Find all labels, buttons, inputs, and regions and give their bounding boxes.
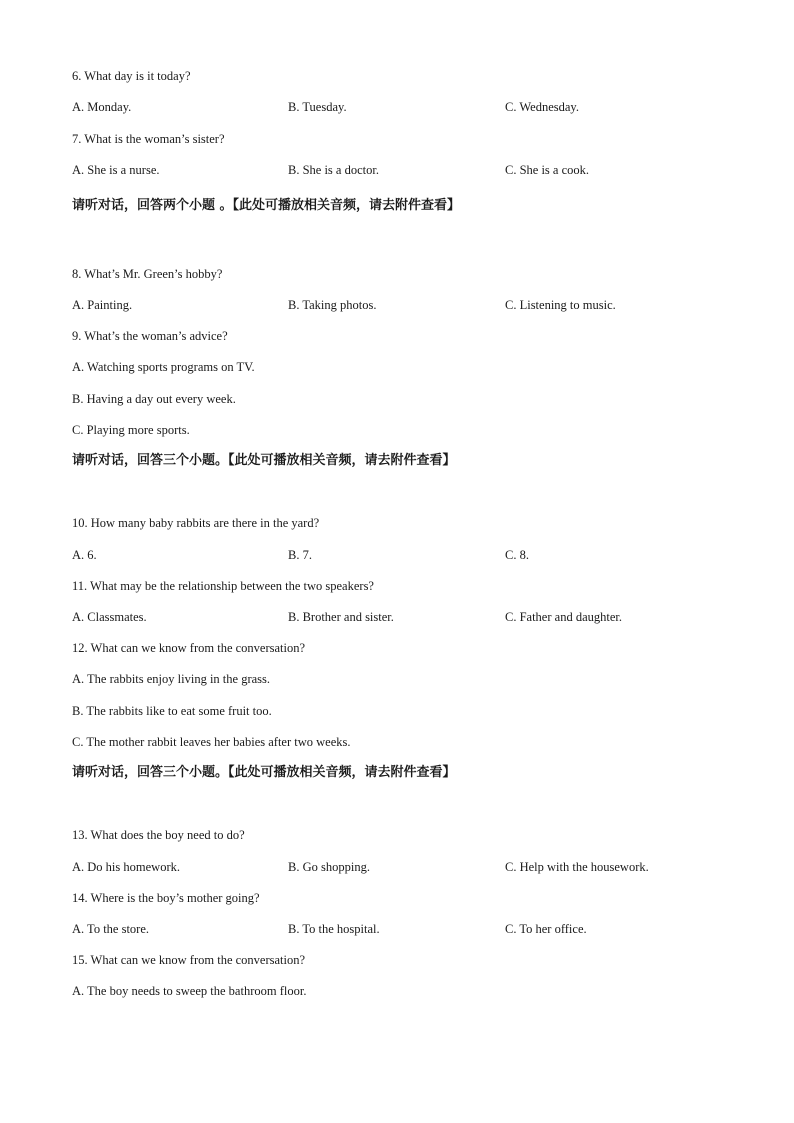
q15-option-a: A. The boy needs to sweep the bathroom floor. xyxy=(72,984,307,998)
q7-option-b: B. She is a doctor. xyxy=(288,163,379,177)
q13-option-b: B. Go shopping. xyxy=(288,860,370,874)
q10-option-c: C. 8. xyxy=(505,548,529,562)
listening-instruction-1: 请听对话，回答两个小题 。【此处可播放相关音频，请去附件查看】 xyxy=(72,198,461,213)
listening-instruction-2: 请听对话，回答三个小题。【此处可播放相关音频，请去附件查看】 xyxy=(72,453,456,468)
q9-option-c: C. Playing more sports. xyxy=(72,423,190,437)
q12-option-c: C. The mother rabbit leaves her babies after two weeks. xyxy=(72,735,351,749)
q7-option-a: A. She is a nurse. xyxy=(72,163,160,177)
question-7: 7. What is the woman’s sister? xyxy=(72,132,225,146)
q7-option-c: C. She is a cook. xyxy=(505,163,590,177)
question-15: 15. What can we know from the conversation? xyxy=(72,953,306,967)
q9-option-a: A. Watching sports programs on TV. xyxy=(72,360,255,374)
question-6: 6. What day is it today? xyxy=(72,69,191,83)
q10-option-b: B. 7. xyxy=(288,548,312,562)
question-11: 11. What may be the relationship between the two speakers? xyxy=(72,579,374,593)
q11-option-b: B. Brother and sister. xyxy=(288,610,394,624)
q11-option-a: A. Classmates. xyxy=(72,610,147,624)
q14-option-c: C. To her office. xyxy=(505,922,587,936)
q12-option-a: A. The rabbits enjoy living in the grass. xyxy=(72,672,271,686)
q12-option-b: B. The rabbits like to eat some fruit too. xyxy=(72,704,272,718)
q8-option-b: B. Taking photos. xyxy=(288,298,377,312)
q9-option-b: B. Having a day out every week. xyxy=(72,392,236,406)
q8-option-a: A. Painting. xyxy=(72,298,133,312)
question-8: 8. What’s Mr. Green’s hobby? xyxy=(72,267,223,281)
question-14: 14. Where is the boy’s mother going? xyxy=(72,891,260,905)
q8-option-c: C. Listening to music. xyxy=(505,298,616,312)
q6-option-a: A. Monday. xyxy=(72,100,132,114)
q14-option-a: A. To the store. xyxy=(72,922,150,936)
q11-option-c: C. Father and daughter. xyxy=(505,610,622,624)
question-12: 12. What can we know from the conversation? xyxy=(72,641,306,655)
q13-option-a: A. Do his homework. xyxy=(72,860,180,874)
q6-option-c: C. Wednesday. xyxy=(505,100,579,114)
question-13: 13. What does the boy need to do? xyxy=(72,828,245,842)
q10-option-a: A. 6. xyxy=(72,548,97,562)
question-9: 9. What’s the woman’s advice? xyxy=(72,329,228,343)
listening-instruction-3: 请听对话，回答三个小题。【此处可播放相关音频，请去附件查看】 xyxy=(72,765,456,780)
q6-option-b: B. Tuesday. xyxy=(288,100,347,114)
q13-option-c: C. Help with the housework. xyxy=(505,860,649,874)
q14-option-b: B. To the hospital. xyxy=(288,922,380,936)
question-10: 10. How many baby rabbits are there in the yard? xyxy=(72,516,320,530)
